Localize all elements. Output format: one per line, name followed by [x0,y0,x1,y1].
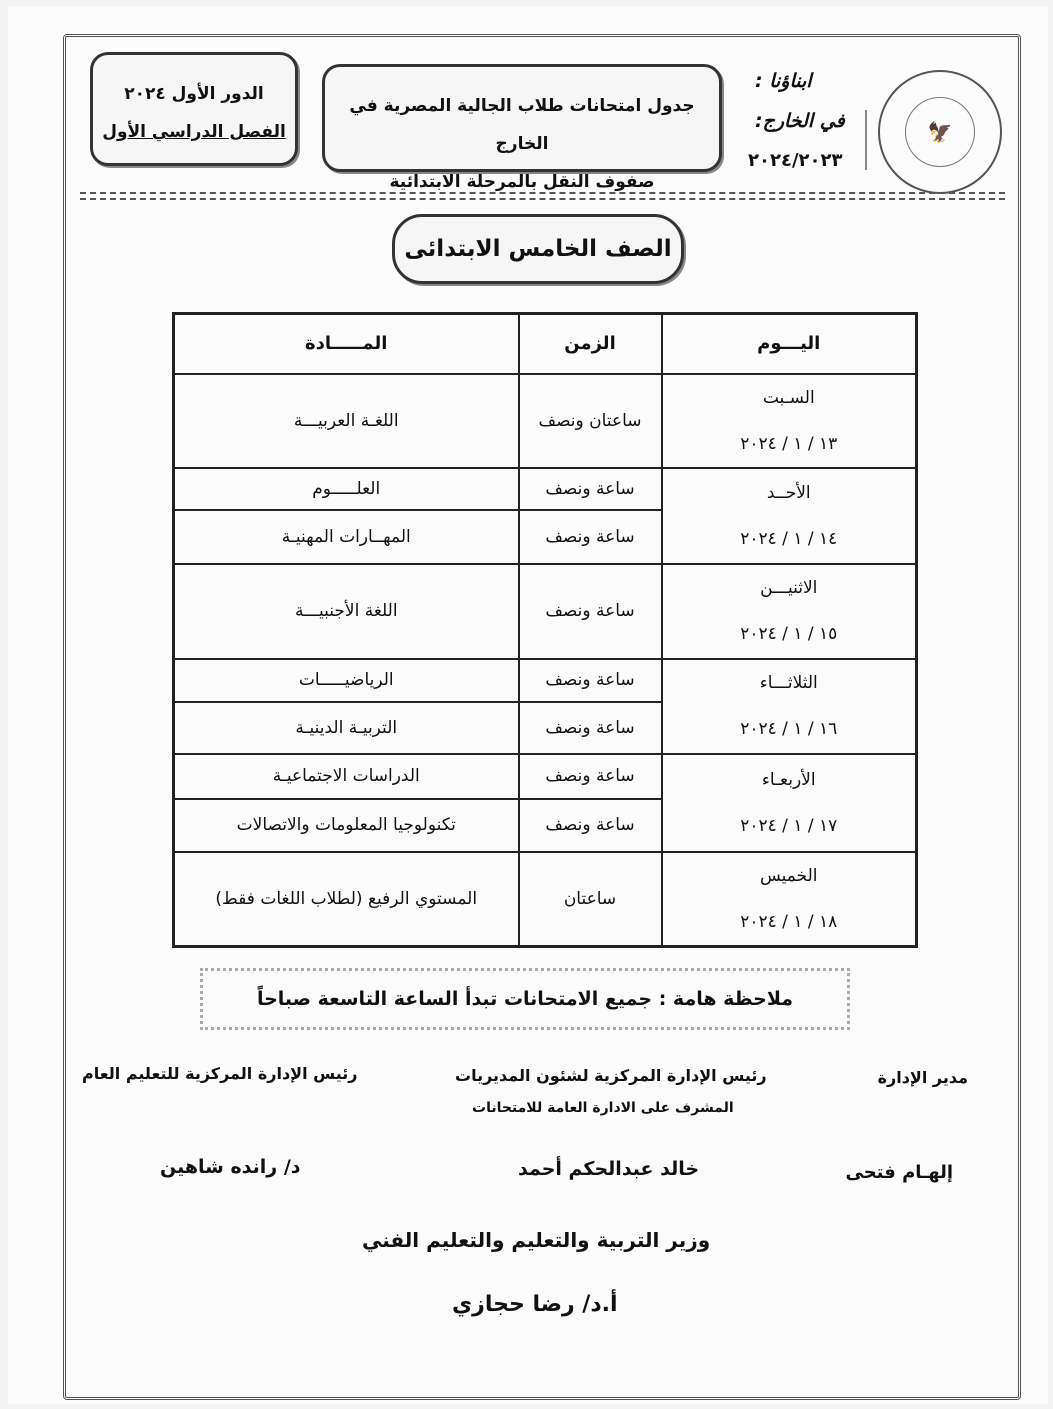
central-title: رئيس الإدارة المركزية لشئون المديريات [455,1066,767,1085]
table-row [174,852,917,947]
exam-time: ساعتان ونصف [519,374,662,468]
exam-subject: المهــارات المهنيـة [174,510,519,564]
header-day: اليـــوم [662,314,917,374]
exam-subject: الرياضيـــــات [174,659,519,702]
day-name: الخميس [759,865,818,886]
exam-schedule-table [172,312,918,948]
day-date: ١٦ / ١ / ٢٠٢٤ [740,719,838,739]
director-name: إلهـام فتحى [845,1162,953,1183]
day-date: ١٧ / ١ / ٢٠٢٤ [740,815,838,836]
exam-subject: العلـــــوم [174,468,519,510]
table-row [174,659,917,702]
minister-name: أ.د/ رضا حجازي [452,1292,618,1317]
exam-subject: تكنولوجيا المعلومات والاتصالات [174,799,519,852]
side-year: ٢٠٢٤/٢٠٢٣ [748,150,843,171]
day-name: الأربعـاء [761,769,816,790]
grade-title: الصف الخامس الابتدائى [392,214,684,284]
table-row [174,754,917,799]
table-row [174,374,917,468]
exam-subject: الدراسات الاجتماعيـة [174,754,519,799]
day-name: السـبت [762,387,815,408]
day-name: الاثنيـــن [760,578,818,598]
header-time: الزمن [519,314,662,374]
exam-time: ساعة ونصف [519,468,662,510]
round-box [90,52,298,166]
central-name: خالد عبدالحكم أحمد [518,1158,700,1180]
exam-time: ساعة ونصف [519,564,662,659]
divider [865,110,867,170]
ministry-logo [878,70,1002,194]
exam-subject: المستوي الرفيع (لطلاب اللغات فقط) [174,852,519,947]
round-text: الدور الأول ٢٠٢٤ [124,84,264,104]
day-date: ١٨ / ١ / ٢٠٢٤ [740,911,838,932]
exam-time: ساعة ونصف [519,659,662,702]
exam-time: ساعة ونصف [519,702,662,754]
side-line2: في الخارج: [755,110,845,132]
central-subtitle: المشرف على الادارة العامة للامتحانات [472,1100,734,1116]
day-name: الأحــد [766,482,811,503]
important-note: ملاحظة هامة : جميع الامتحانات تبدأ الساعة التاسعة صباحاً [200,968,850,1030]
director-title: مدير الإدارة [877,1068,968,1087]
title-box [322,64,722,192]
minister-title: وزير التربية والتعليم والتعليم الفني [362,1228,711,1252]
eagle-emblem-icon: 🦅 [905,97,975,167]
exam-time: ساعتان [519,852,662,947]
exam-time: ساعة ونصف [519,510,662,564]
side-line1: ابناؤنا : [755,70,812,92]
title-line1: جدول امتحانات طلاب الجالية المصرية في الخارج [349,96,695,154]
exam-subject: اللغـة العربيـــة [174,374,519,468]
day-name: الثلاثـــاء [759,673,818,693]
day-date: ١٤ / ١ / ٢٠٢٤ [740,528,838,549]
title-line2: صفوف النقل بالمرحلة الابتدائية [389,172,655,192]
exam-subject: اللغة الأجنبيـــة [174,564,519,659]
semester-text: الفصل الدراسي الأول [102,122,286,142]
general-title: رئيس الإدارة المركزية للتعليم العام [82,1064,358,1083]
table-row [174,468,917,510]
header-subject: المـــــادة [174,314,519,374]
day-date: ١٥ / ١ / ٢٠٢٤ [740,624,838,644]
table-row [174,564,917,659]
general-name: د/ رانده شاهين [160,1156,301,1178]
exam-time: ساعة ونصف [519,754,662,799]
dashed-separator [80,192,1005,200]
day-date: ١٣ / ١ / ٢٠٢٤ [740,433,838,454]
exam-subject: التربيـة الدينيـة [174,702,519,754]
exam-time: ساعة ونصف [519,799,662,852]
